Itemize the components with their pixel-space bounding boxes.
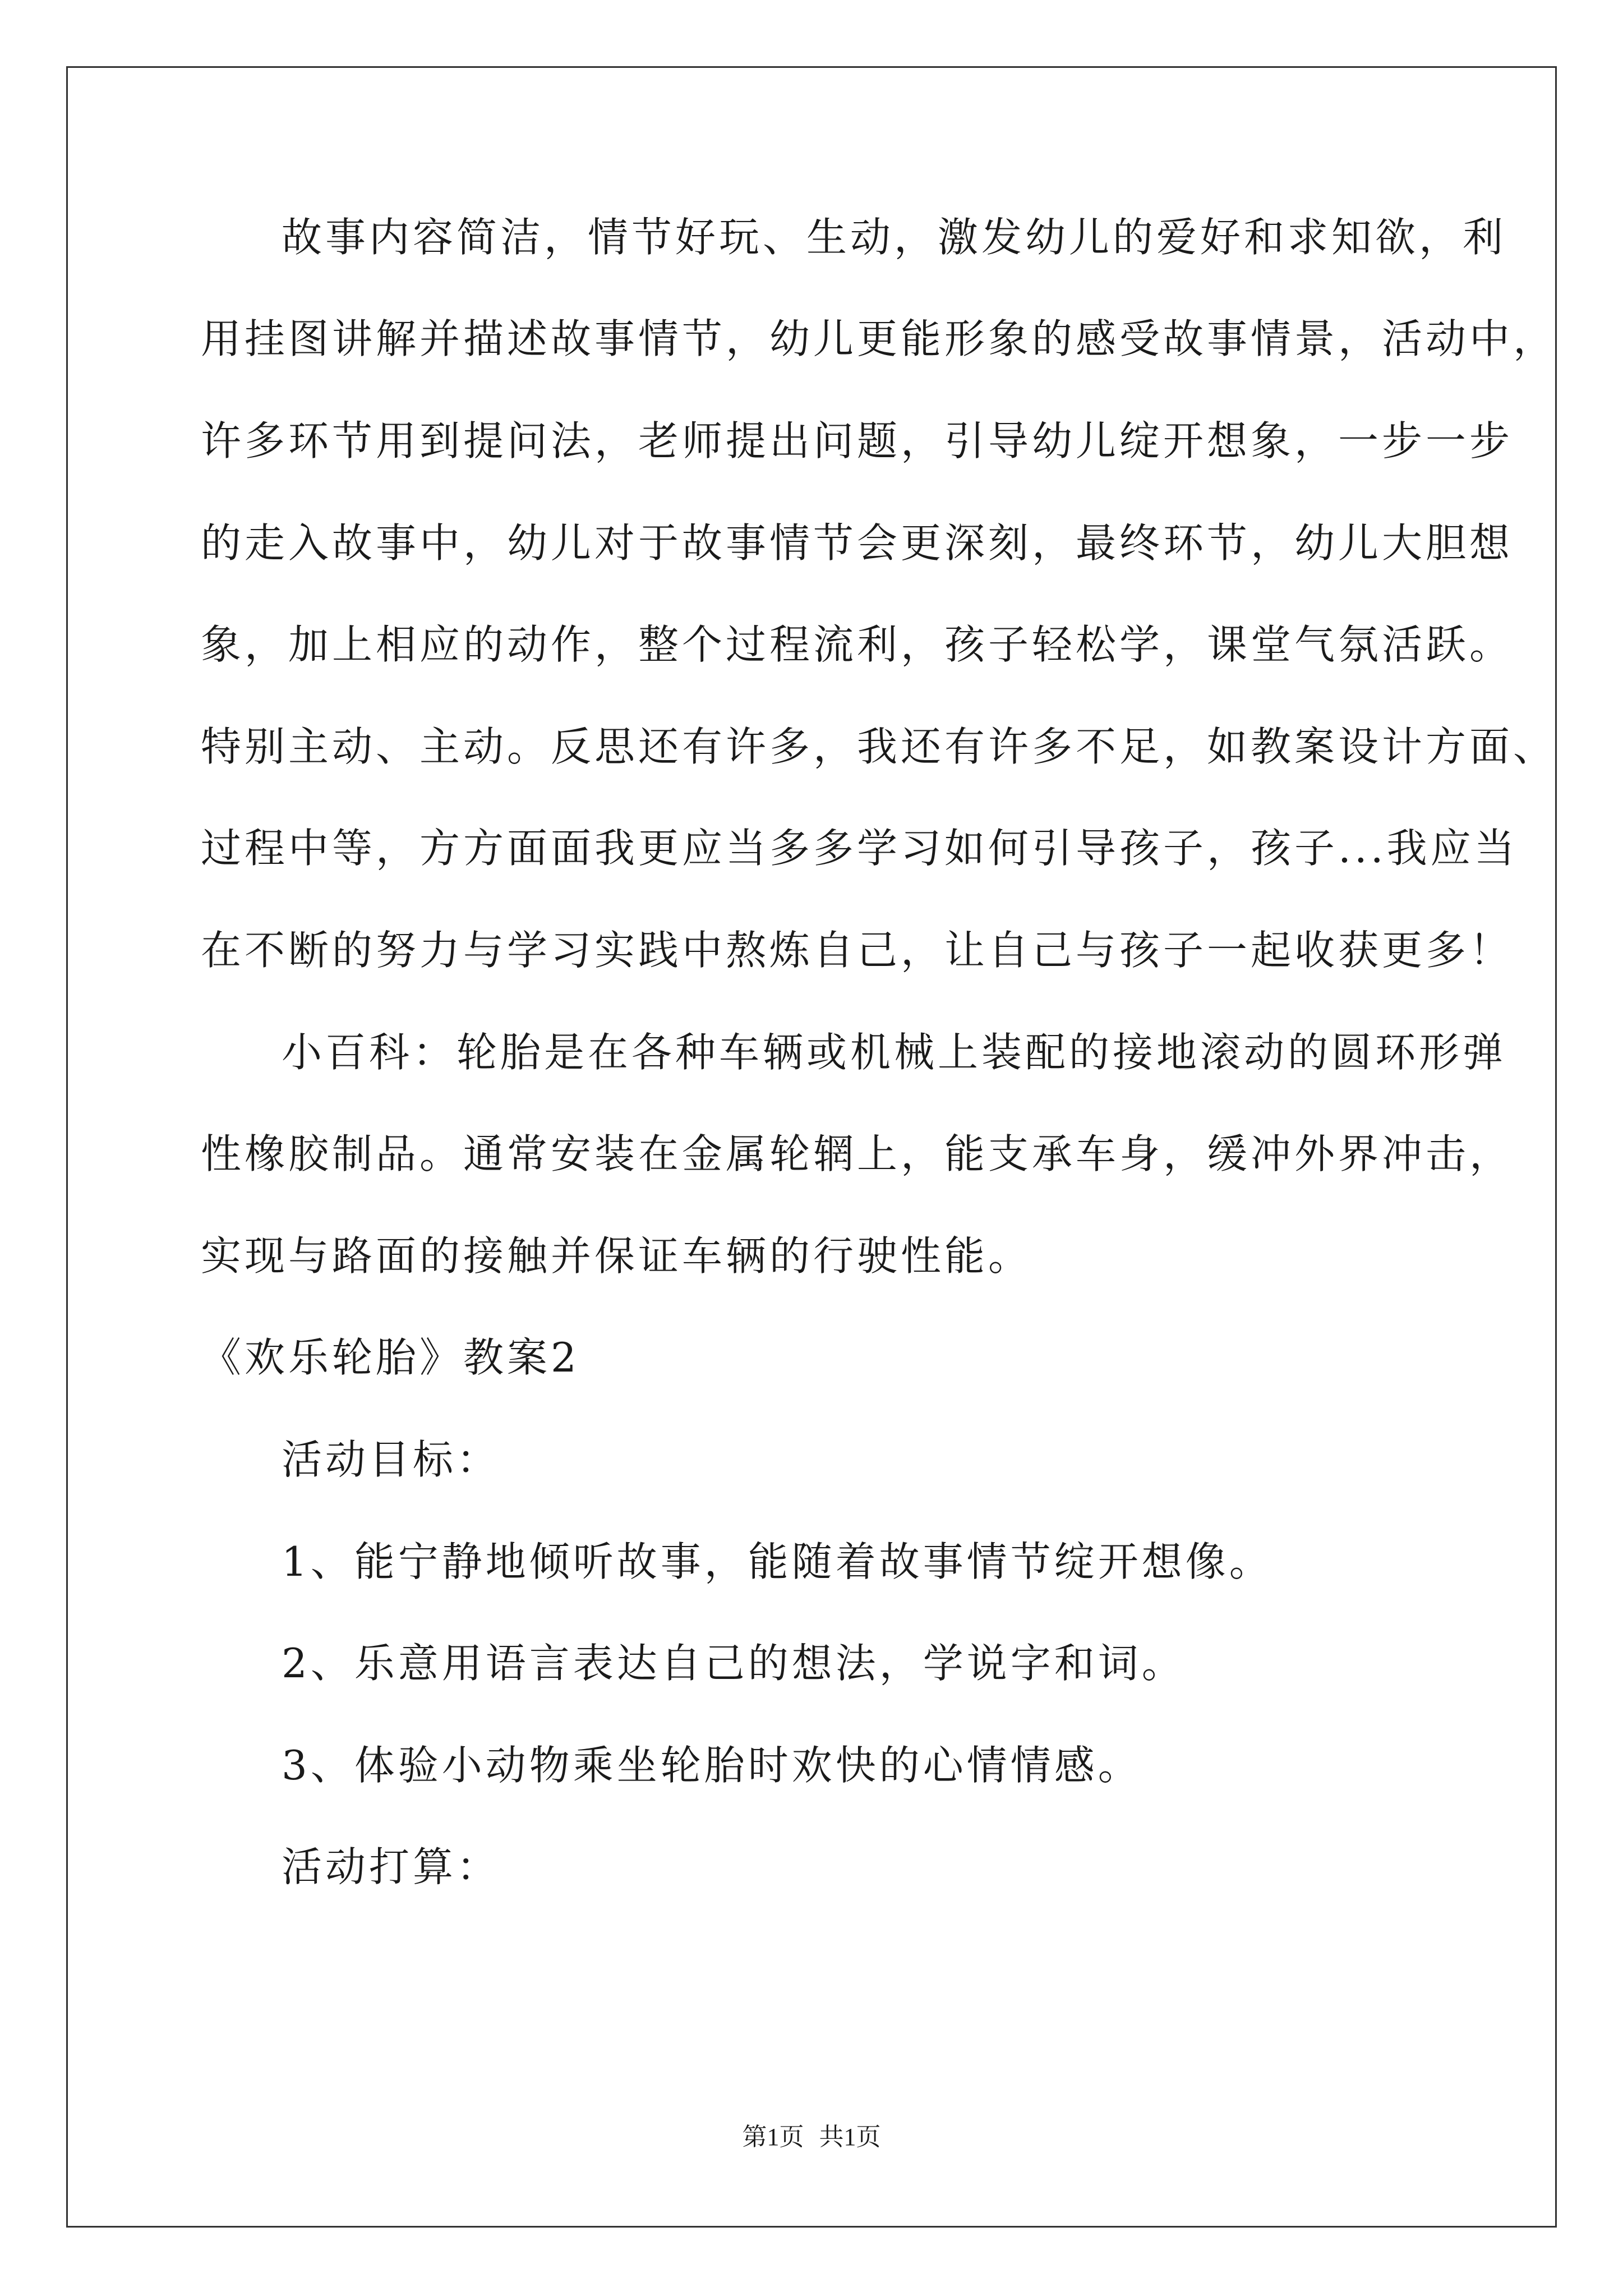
goal-item: 1、能宁静地倾听故事，能随着故事情节绽开想像。 [282,1538,1273,1585]
encyclopedia-line: 小百科：轮胎是在各种车辆或机械上装配的接地滚动的圆环形弹 [282,1029,1507,1076]
paragraph-line: 故事内容简洁，情节好玩、生动，激发幼儿的爱好和求知欲，利 [282,214,1507,261]
paragraph-line: 在不断的努力与学习实践中熬炼自己，让自己与孩子一起收获更多！ [201,927,1514,974]
page-number: 第1页 [742,2123,804,2151]
heading-activity-plan: 活动打算： [282,1843,501,1890]
paragraph-line: 特别主动、主动。反思还有许多，我还有许多不足，如教案设计方面、 [201,723,1557,770]
paragraph-line: 象，加上相应的动作，整个过程流利，孩子轻松学，课堂气氛活跃。 [201,621,1514,668]
section-title: 《欢乐轮胎》教案2 [201,1334,580,1381]
paragraph-line: 许多环节用到提问法，老师提出问题，引导幼儿绽开想象，一步一步 [201,417,1514,464]
paragraph-line: 用挂图讲解并描述故事情节，幼儿更能形象的感受故事情景，活动中， [201,315,1557,362]
page-footer [0,2120,1623,2154]
encyclopedia-line: 性橡胶制品。通常安装在金属轮辋上，能支承车身，缓冲外界冲击， [201,1130,1514,1177]
encyclopedia-line: 实现与路面的接触并保证车辆的行驶性能。 [201,1232,1032,1280]
goal-item: 3、体验小动物乘坐轮胎时欢快的心情情感。 [282,1742,1142,1789]
paragraph-line: 过程中等，方方面面我更应当多多学习如何引导孩子，孩子...我应当 [201,825,1518,872]
goal-item: 2、乐意用语言表达自己的想法，学说字和词。 [282,1640,1186,1687]
paragraph-line: 的走入故事中，幼儿对于故事情节会更深刻，最终环节，幼儿大胆想 [201,519,1514,567]
page-total: 共1页 [819,2123,881,2151]
heading-activity-goals: 活动目标： [282,1436,501,1483]
